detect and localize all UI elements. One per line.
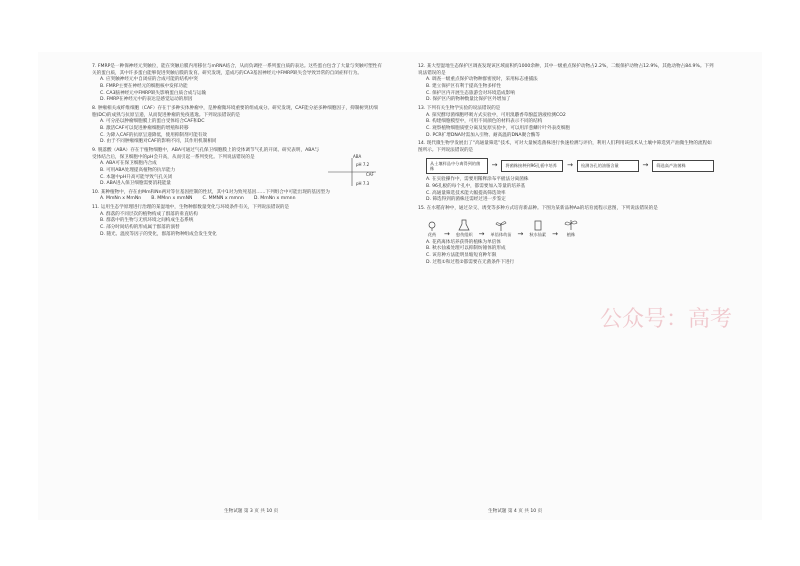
question-stem: 13. 下列有关生物学实验的说法错误的是 [418, 105, 501, 111]
question-14 [418, 141, 714, 204]
flow-step: 检测各孔的油脂含量 [577, 160, 639, 171]
option: D. 保护区内的物种数量比保护区外增加了 [426, 97, 511, 103]
diagram-label: pH 7.2 [356, 161, 370, 167]
option: A. MmNn x MmNn [100, 196, 142, 202]
flower-icon [426, 219, 438, 231]
option: C. 部分时间结构的形成属于群落的演替 [100, 225, 180, 231]
diagram-step [491, 219, 512, 238]
screening-flowchart [426, 158, 714, 175]
option: D. 随光、温度等因子的变化，群落的物种组成会发生变化 [100, 231, 217, 237]
option: D. FMRP在神经元中的表达是感觉运动的原因 [100, 97, 193, 103]
option: B. MMnn x mmNN [151, 196, 193, 202]
question-7 [92, 64, 382, 104]
option: A. 应突触神经元中自闭症的合成可能的结构中突 [100, 77, 198, 83]
option: C. 观察植物细胞质壁分离及复原实验中，可以用洋葱鳞片叶外表皮细胞 [426, 125, 570, 131]
aba-diagram [322, 152, 382, 192]
arrow-right-icon: → [478, 229, 485, 238]
diagram-label: ABA [353, 153, 362, 159]
option: A. 探究酵母菌细胞呼吸方式实验中，可用溴麝香草酚蓝溶液检测CO2 [426, 112, 566, 118]
option: A. 调查一级重点保护动物种群密度时，采用标志重捕法 [426, 77, 538, 83]
option: B. 激活CAF可以促进肿瘤细胞的增殖和转移 [100, 125, 189, 131]
option: C. CA3脑神经元中FMRP缺失影响蛋白质合成与运输 [100, 90, 207, 96]
diagram-label: pH 7.3 [356, 180, 370, 186]
option: D. 过程①和过程②都需要在无菌条件下进行 [426, 259, 515, 265]
question-15 [418, 206, 714, 266]
arrow-right-icon: → [444, 229, 450, 238]
diagram-label: 植株 [566, 231, 576, 237]
question-13 [418, 106, 714, 139]
question-stem: 12. 某大型湿地生态保护区调查发现该区域面积约1000余种，其中一级重点保护动物占2.2%，二级保护动物占12.9%，其他动物占84.9%。下列说法错误的是 [418, 64, 714, 76]
diagram-label: 愈伤组织 [455, 231, 473, 237]
option: A. ABA可在保卫细胞内合成 [100, 161, 157, 167]
question-stem: 11. 运用生态学原理进行治理的某湿地中，生物种群数量变化与环境条件有关，下列说法错误的是 [92, 205, 290, 211]
question-12 [418, 64, 714, 104]
diagram-step [426, 219, 438, 238]
option: C. 高通量筛选技术能大幅提高筛选效率 [426, 190, 506, 196]
option-row [100, 196, 382, 203]
option: B. FMRP主要在神经元的细胞核中发挥功能 [100, 83, 188, 89]
flow-step: 筛选高产油菌株 [652, 160, 714, 171]
question-stem: 8. 肿瘤相关成纤维细胞（CAF）存在于多种实体肿瘤中，是肿瘤微环境重要的组成成分。研究发现，CAF能分泌多种细胞因子，抑制树突状细胞(DC)的成熟与抗原呈递，从而促进肿瘤的免疫逃逸。下列说法错误的是 [92, 105, 378, 118]
diagram-label: 花药 [427, 231, 437, 237]
option: B. 群落中的生物与无机环境之间构成生态系统 [100, 218, 194, 224]
question-stem: 7. FMRP是一种保神经元突触位，能在突触后膜内用移位与mRNA结合，从而负调控一系列蛋白质的表达。这些蛋白包含了大量与突触可塑性有关的蛋白质，其中许多蛋白能够促进突触后膜的发育。研究发现，造成巧的CA3基因神经元中FMRP缺失会导致异常的自闭症样行为。 [92, 64, 382, 76]
option: D. 筛选得到的菌株还需经过进一步鉴定 [426, 197, 506, 203]
left-page-column [92, 64, 382, 240]
option: B. 构建细胞模型中，可用不同颜色的材料表示不同的结构 [426, 119, 543, 125]
question-8 [92, 106, 382, 146]
diagram-label: 秋水仙素 [529, 231, 547, 237]
arrow-right-icon: → [517, 229, 524, 238]
diagram-label: 单倍体幼苗 [490, 231, 512, 237]
question-11 [92, 205, 382, 238]
question-stem: 10. 某种植物中，存在由Mm和Nn两对等位基因控制的性状，其中1对为致死基因……下列组合中可能出现的基因型为 [92, 189, 330, 195]
option: C. 该育种方法能明显缩短育种年限 [426, 253, 497, 259]
option: C. 为降入CAF的抗原呈递降低，使用抑制剂可能有效 [100, 132, 207, 138]
option: D. MmNn x mmnn [253, 196, 296, 202]
option: A. 可分泌以肿瘤细胞膜上的蛋白受体结合CAF和DC [100, 119, 205, 125]
right-page-column [418, 64, 714, 268]
option: B. 秋水仙素处理可以抑制纺锤体的形成 [426, 246, 506, 252]
diagram-step [456, 219, 473, 238]
option: C. 保护区内开展生态旅游会对环境造成影响 [426, 90, 515, 96]
option: D. ABA进入保卫细胞需要消耗能量 [100, 181, 172, 187]
option: A. 群落的不同层次的植物构成了群落的垂直结构 [100, 211, 198, 217]
arrow-right-icon: → [567, 161, 573, 170]
option: A. 在实验操作中，需要用稀释涂布平板法分离菌株 [426, 177, 529, 183]
diagram-step [529, 219, 546, 238]
breeding-diagram [426, 217, 714, 238]
question-stem: 9. 脱落酸（ABA）存在于植物细胞中，ABA可通过气孔保卫细胞膜上的受体调节气孔的开闭。研究表明，ABA与受体结合后，保卫细胞中的pH会升高，从而引起一系列变化。下列说法错误的是 [92, 147, 320, 160]
option: A. 花药离体培养获得的植株为单倍体 [426, 239, 501, 245]
diagram-label: CAF [366, 171, 374, 177]
option: B. 96孔板的每个孔中，都需要加入等量的培养基 [426, 184, 526, 190]
seedling-icon [495, 219, 507, 231]
arrow-right-icon: → [491, 161, 498, 170]
page-footer-left: 生物试题 第 3 页 共 10 页 [224, 509, 279, 514]
diagram-step [564, 217, 578, 238]
option: D. 由于不同肿瘤细胞对CAF的影响不同，其作用机制相同 [100, 139, 217, 145]
page-footer-right: 生物试题 第 4 页 共 10 页 [488, 509, 543, 514]
option: D. PCR扩增DNA时需加入引物、耐高温的DNA聚合酶等 [426, 132, 540, 138]
question-stem: 14. 现代微生物学发展出了“高通量筛选”技术，可对大量候选菌株进行快速检测与评价，利用人们利用该技术从土壤中筛选到产油微生物的流程如图所示。下列说法错误的是 [418, 141, 712, 153]
option: C. 本题中pH升高可能导致气孔关闭 [100, 174, 173, 180]
flask-icon [458, 219, 470, 231]
arrow-right-icon: → [552, 229, 558, 238]
question-stem: 15. 在水稻育种中，通过杂交、诱变等多种方式培育新品种。下图为某新品种Aa的培育流程示意图，下列说法错误的是 [418, 206, 658, 212]
question-9 [92, 148, 382, 188]
option: B. 可用ABA处理提高植物的抗旱能力 [100, 167, 176, 173]
plant-icon [564, 217, 578, 231]
arrow-right-icon: → [642, 161, 649, 170]
option: C. MMNN x mmnn [202, 196, 244, 202]
flow-step: 从土壤样品中分离得到的菌株 [426, 158, 488, 175]
watermark-text: 公众号：高考 [600, 307, 733, 332]
option: B. 建立保护区有利于提高生物多样性 [426, 83, 501, 89]
beaker-icon [532, 219, 544, 231]
flow-step: 将菌株接种到96孔板中培养 [501, 160, 563, 171]
